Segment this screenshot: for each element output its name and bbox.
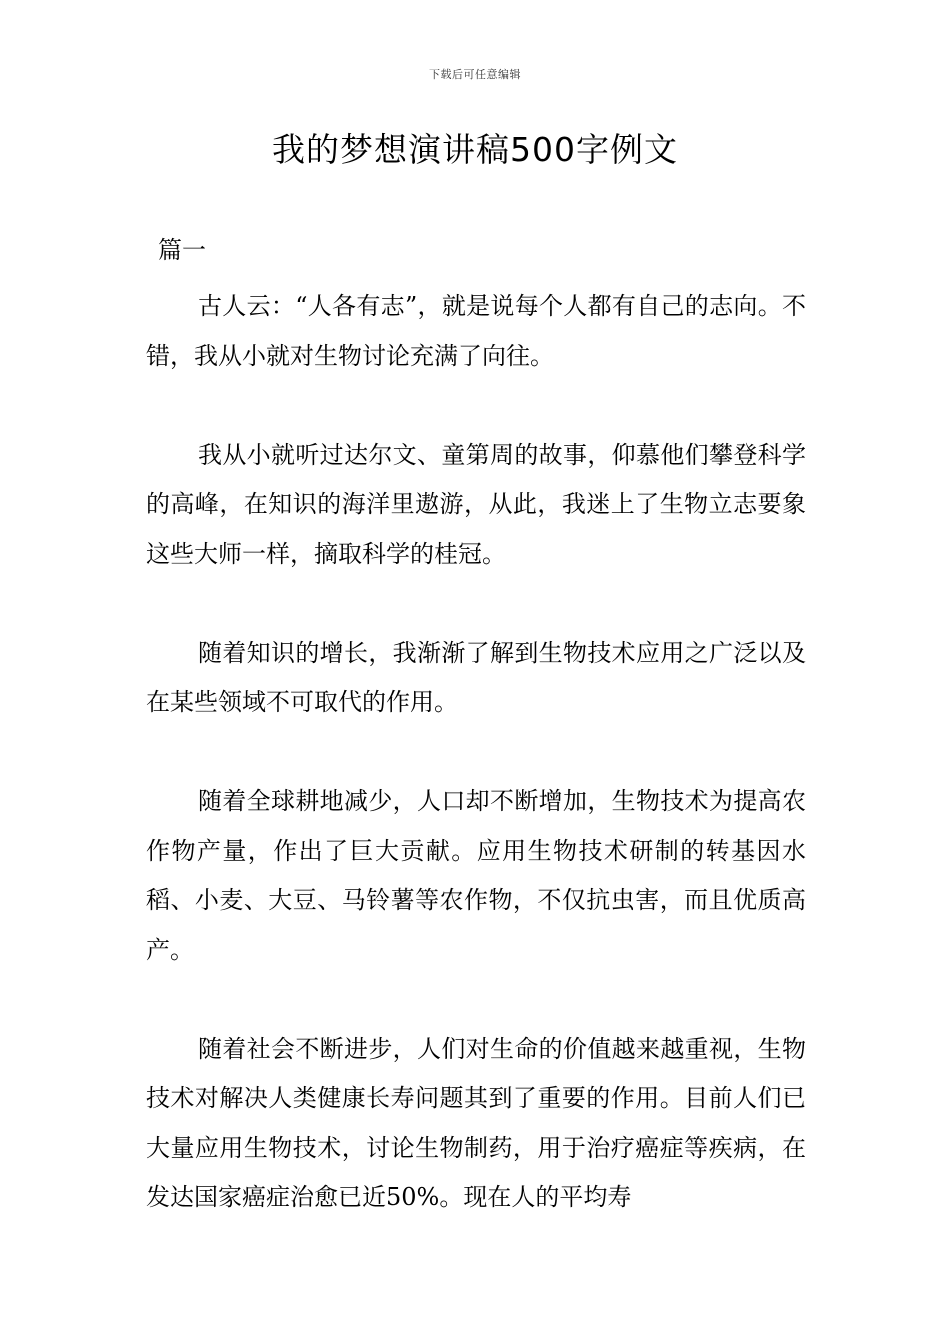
paragraph: 随着全球耕地减少，人口却不断增加，生物技术为提高农作物产量，作出了巨大贡献。应用生物技术研制的转基因水稻、小麦、大豆、马铃薯等农作物，不仅抗虫害，而且优质高产。 [146,787,806,964]
document-title: 我的梦想演讲稿500字例文 [272,130,678,169]
section-label: 篇一 [158,236,206,264]
body-text [146,282,806,1272]
paragraph: 古人云：“人各有志”，就是说每个人都有自己的志向。不错，我从小就对生物讨论充满了向往。 [146,292,806,370]
paragraph: 我从小就听过达尔文、童第周的故事，仰慕他们攀登科学的高峰，在知识的海洋里遨游，从此，我迷上了生物立志要象这些大师一样，摘取科学的桂冠。 [146,440,806,568]
header-note: 下载后可任意编辑 [429,68,521,81]
paragraph: 随着社会不断进步，人们对生命的价值越来越重视，生物技术对解决人类健康长寿问题其到了重要的作用。目前人们已大量应用生物技术，讨论生物制药，用于治疗癌症等疾病，在发达国家癌症治愈已近50%。现在人的平均寿 [146,1034,806,1211]
paragraph: 随着知识的增长，我渐渐了解到生物技术应用之广泛以及在某些领域不可取代的作用。 [146,638,806,716]
